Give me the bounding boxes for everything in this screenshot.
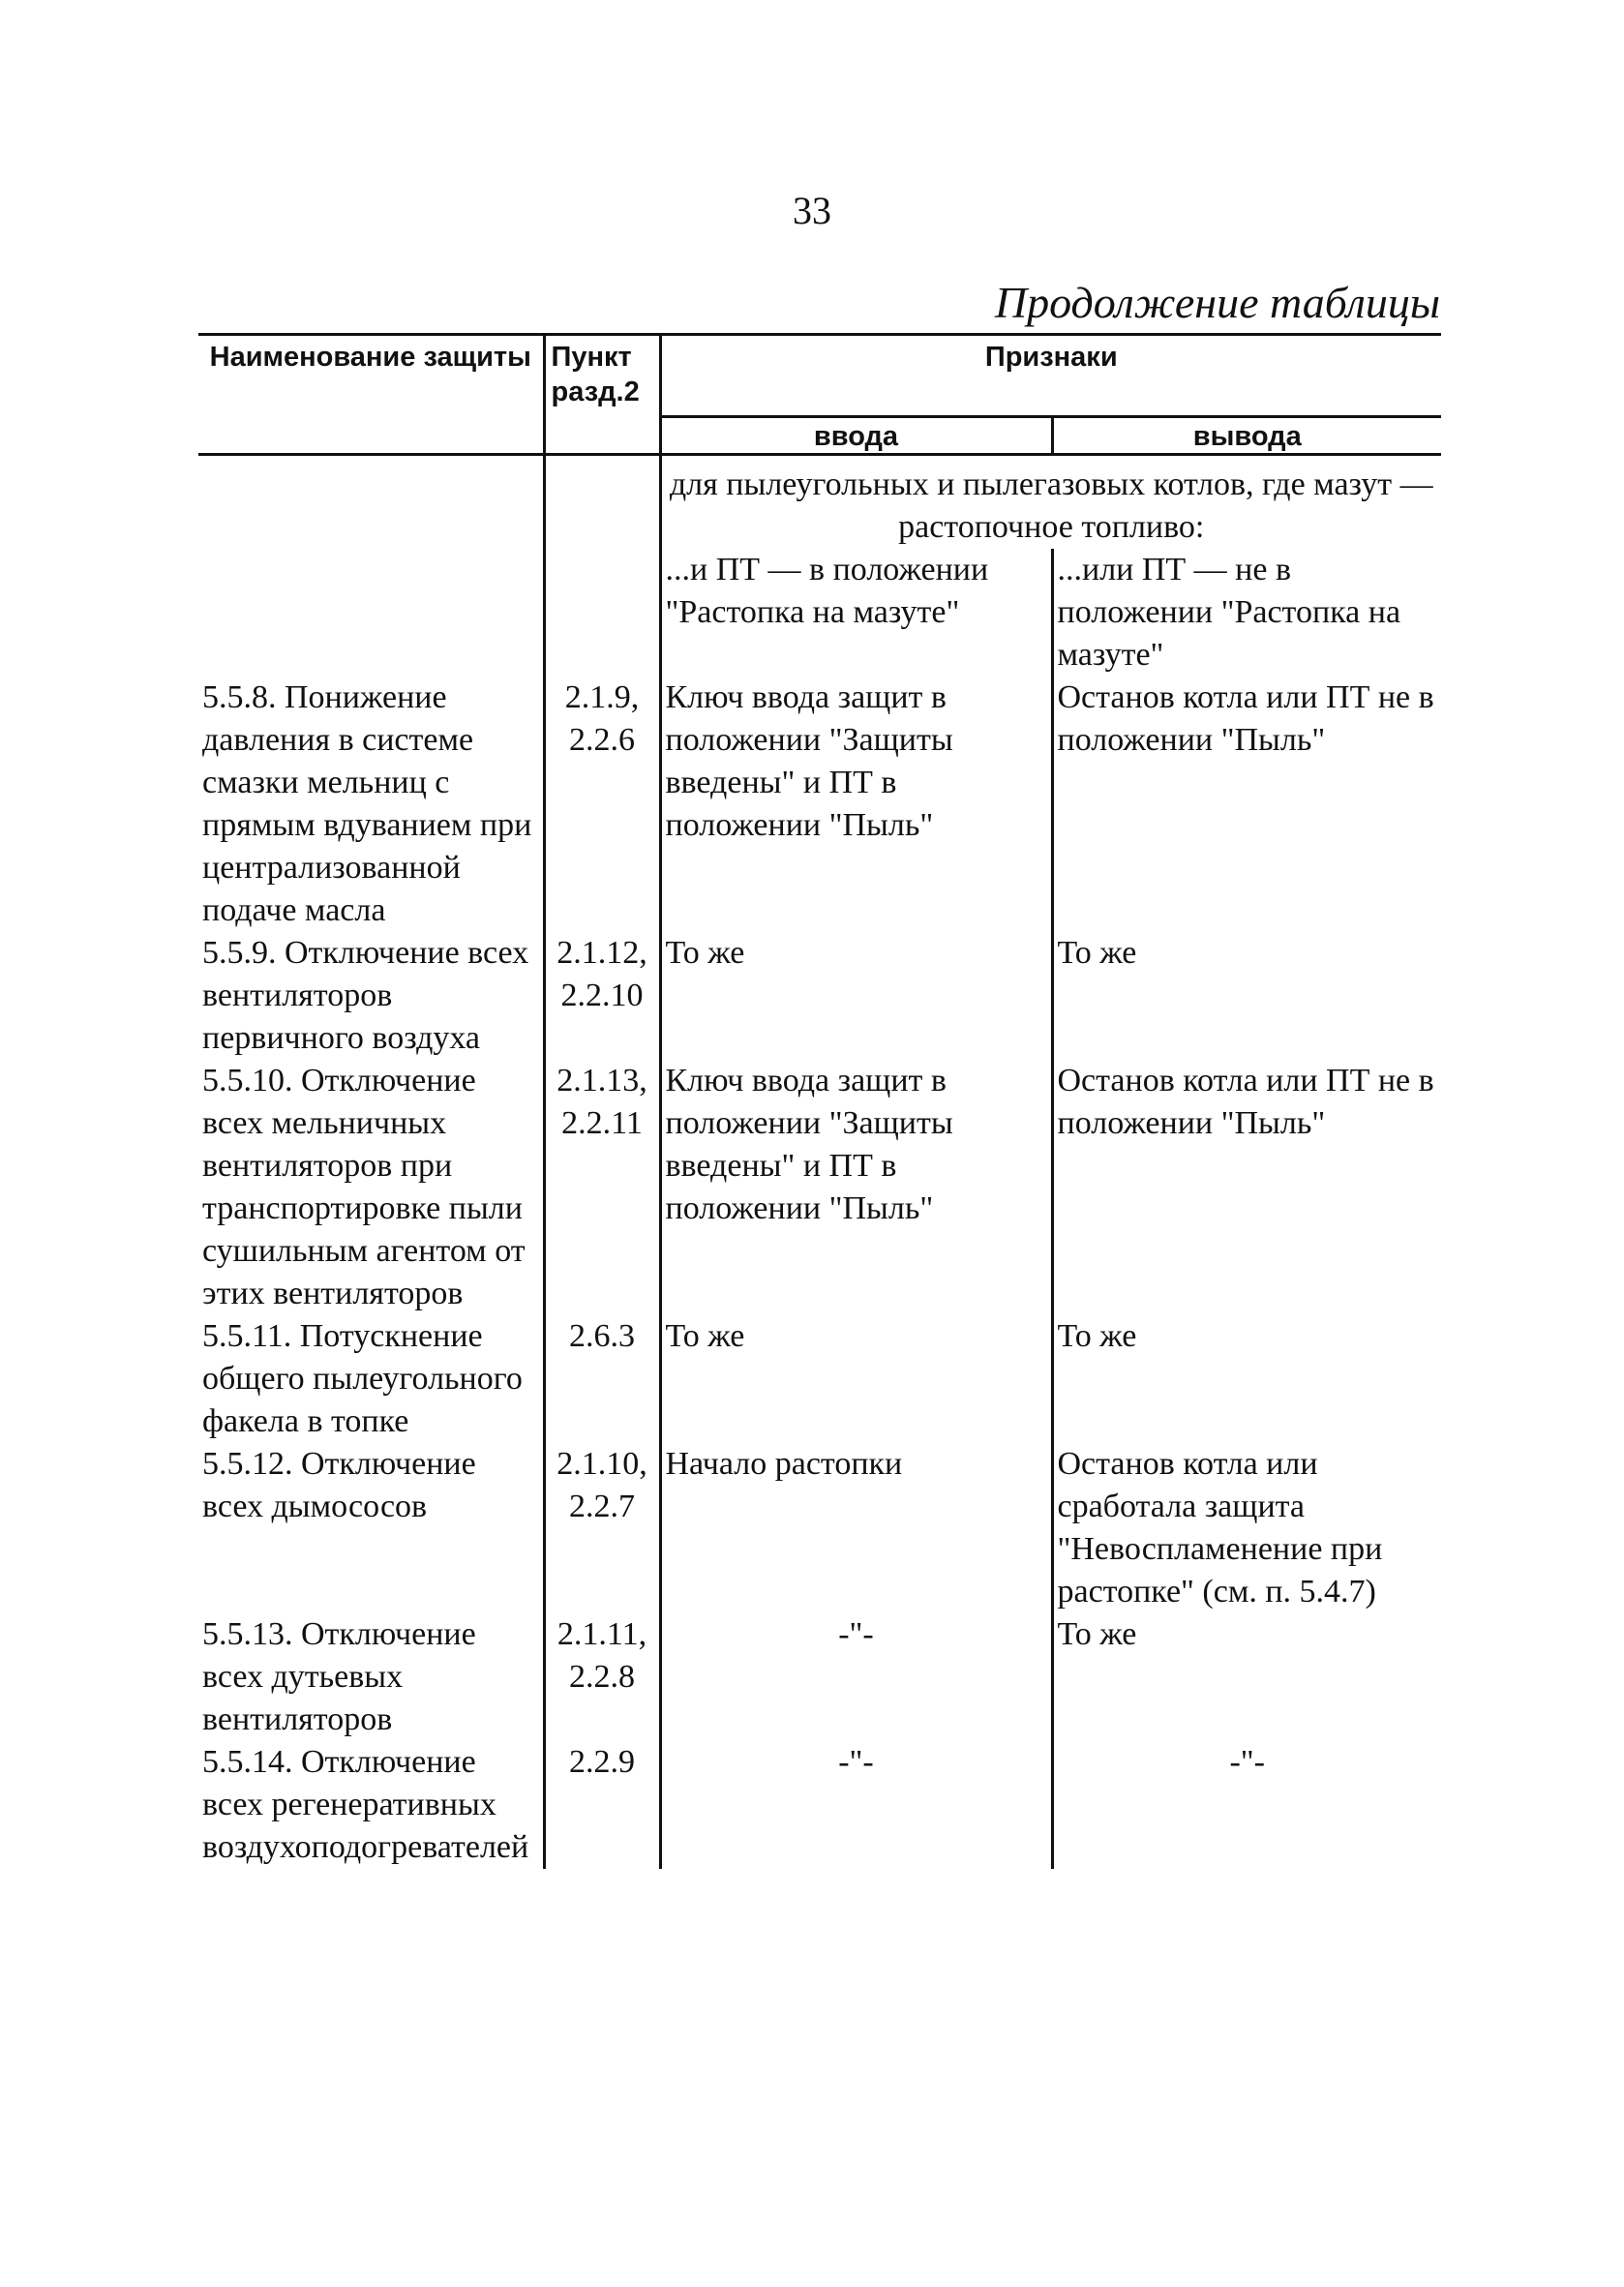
protection-name-cell: 5.5.11. Потускнение общего пылеугольного факела в топке [198, 1315, 544, 1443]
fuel-note-row [198, 455, 1441, 550]
output-sign-cell: То же [1057, 1616, 1137, 1652]
protection-name-cell: 5.5.9. Отключение всех вентиляторов первичного воздуха [198, 932, 544, 1060]
table-row [198, 1443, 1441, 1613]
protection-name-cell: 5.5.13. Отключение всех дутьевых вентиляторов [198, 1613, 544, 1741]
fuel-note: для пылеугольных и пылегазовых котлов, где мазут — растопочное топливо: [669, 466, 1433, 545]
header-signs: Признаки [660, 335, 1441, 417]
table-row [198, 1613, 1441, 1741]
section-point-cell: 2.1.13, 2.2.11 [544, 1060, 660, 1315]
fuel-condition-name-cell [198, 549, 544, 677]
input-sign-cell: То же [660, 932, 1052, 1060]
input-sign-cell: Ключ ввода защит в положении "Защиты введены" и ПТ в положении "Пыль" [660, 1060, 1052, 1315]
fuel-condition-point-cell [544, 549, 660, 677]
fuel-note-point-cell [544, 455, 660, 550]
table-continuation-caption: Продолжение таблицы [994, 278, 1440, 327]
section-point-cell: 2.2.9 [544, 1741, 660, 1869]
section-point-cell: 2.1.12, 2.2.10 [544, 932, 660, 1060]
input-sign-cell: То же [660, 1315, 1052, 1443]
page-number: 33 [793, 189, 831, 232]
table-row [198, 677, 1441, 932]
fuel-input-condition: ...и ПТ — в положении "Растопка на мазуте" [660, 549, 1052, 677]
output-sign-cell: То же [1057, 1318, 1137, 1354]
section-point-cell: 2.1.9, 2.2.6 [544, 677, 660, 932]
protection-name-cell: 5.5.14. Отключение всех регенеративных воздухоподогревателей [198, 1741, 544, 1869]
protection-name-cell: 5.5.10. Отключение всех мельничных вентиляторов при транспортировке пыли сушильным агентом от этих вентиляторов [198, 1060, 544, 1315]
section-point-cell: 2.1.10, 2.2.7 [544, 1443, 660, 1613]
output-sign-cell: Останов котла или сработала защита "Невоспламенение при растопке" (см. п. 5.4.7) [1057, 1446, 1383, 1610]
fuel-output-condition: ...или ПТ — не в положении "Растопка на мазуте" [1057, 552, 1401, 673]
table-row [198, 932, 1441, 1060]
header-output: вывода [1052, 417, 1441, 455]
header-protection-name: Наименование защиты [198, 335, 544, 455]
section-point-cell: 2.1.11, 2.2.8 [544, 1613, 660, 1741]
protection-table [198, 333, 1441, 1869]
input-sign-cell: -"- [660, 1741, 1052, 1869]
header-input: ввода [660, 417, 1052, 455]
input-sign-cell: -"- [660, 1613, 1052, 1741]
protection-table-container [198, 333, 1441, 1869]
input-sign-cell: Начало растопки [660, 1443, 1052, 1613]
table-row [198, 1315, 1441, 1443]
table-row [198, 1060, 1441, 1315]
protection-name-cell: 5.5.8. Понижение давления в системе смазки мельниц с прямым вдуванием при централизованной подаче масла [198, 677, 544, 932]
output-sign-cell: То же [1057, 935, 1137, 971]
table-row [198, 1741, 1441, 1869]
output-sign-cell: Останов котла или ПТ не в положении "Пыль" [1057, 679, 1434, 758]
output-sign-cell: Останов котла или ПТ не в положении "Пыль" [1057, 1063, 1434, 1141]
protection-name-cell: 5.5.12. Отключение всех дымососов [198, 1443, 544, 1613]
output-sign-cell: -"- [1229, 1744, 1266, 1780]
input-sign-cell: Ключ ввода защит в положении "Защиты введены" и ПТ в положении "Пыль" [660, 677, 1052, 932]
protection-rows [198, 677, 1441, 1869]
fuel-note-name-cell [198, 455, 544, 550]
header-section-point: Пункт разд.2 [544, 335, 660, 455]
section-point-cell: 2.6.3 [544, 1315, 660, 1443]
fuel-condition-row [198, 549, 1441, 677]
